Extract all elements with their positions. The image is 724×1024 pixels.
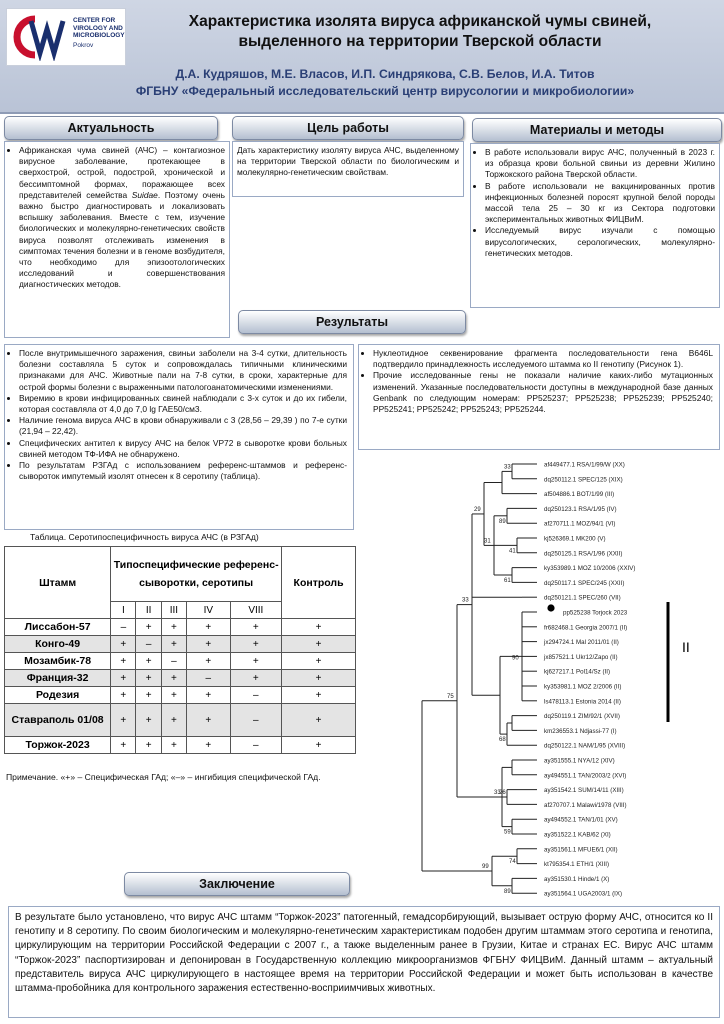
- results-left-box: [4, 344, 354, 530]
- relevance-text: • Африканская чума свиней (АЧС) – контагиозное вирусное заболевание, протекающее в сверхострой, острой, подострой, хронической и бессимптомной формах, поражающее всех представителей семейства Suidae. Поэтому очень важно быстро диагностировать и локализовать вспышку заболевания. Вместе с тем, изучение биологических и молекулярно-генетических свойств вируса позволят отслеживать изменения в симптомах течения болезни и в геноме возбудителя, что необходимо для эпизоотологических исследований и совершенствования диагностических методов.: [19, 145, 225, 291]
- tree-leaf-label: ay351561.1 MFUE6/1 (XII): [544, 846, 618, 854]
- table-row: [5, 704, 356, 737]
- methods-item: • В работе использовали не вакцинированных против инфекционных болезней поросят крупной белой породы массой тела 25 – 30 кг из Сектора подготовки экспериментальных животных ФИЦВиМ.: [485, 181, 715, 226]
- table-cell: +: [230, 636, 282, 653]
- serotype-col-header: VIII: [230, 602, 282, 619]
- tree-leaf-label: dq250117.1 SPEC/245 (XXII): [544, 579, 625, 587]
- phylogenetic-tree: [362, 452, 722, 898]
- table-cell: +: [111, 704, 136, 737]
- strain-name: Родезия: [5, 687, 111, 704]
- authors-block: [60, 66, 710, 100]
- title-line-1: Характеристика изолята вируса африканской чумы свиней,: [188, 13, 652, 30]
- table-cell: +: [136, 704, 161, 737]
- poster-title: [140, 12, 700, 52]
- tree-leaf-label: ay494551.1 TAN/2003/2 (XVI): [544, 772, 627, 780]
- bootstrap-value: 61: [504, 578, 511, 584]
- table-cell: +: [161, 636, 186, 653]
- table-cell: –: [111, 619, 136, 636]
- serotype-col-header: II: [136, 602, 161, 619]
- tree-leaf-label: pp525238 Torjock 2023: [563, 609, 628, 617]
- table-row: [5, 636, 356, 653]
- table-cell: +: [111, 670, 136, 687]
- serotype-col-header: I: [111, 602, 136, 619]
- tree-branches: [422, 464, 537, 893]
- conclusion-box: [8, 906, 720, 1018]
- table-cell: –: [230, 687, 282, 704]
- table-cell: +: [187, 737, 230, 754]
- logo-text: [73, 17, 125, 49]
- genotype-ii-label: II: [682, 639, 690, 655]
- results-item: • Специфических антител к вирусу АЧС на белок VP72 в сыворотке крови больных свиней методом ТФ-ИФА не обнаружено.: [19, 438, 347, 460]
- table-cell: +: [187, 653, 230, 670]
- tree-leaf-label: dq250119.1 ZIM/92/1 (XVII): [544, 713, 620, 721]
- table-cell: –: [187, 670, 230, 687]
- methods-item: • В работе использовали вирус АЧС, полученный в 2023 г. из образца крови больной свиньи из деревни Жилино Торжокского района Тверской области.: [485, 147, 715, 181]
- tree-leaf-label: ay351555.1 NYA/12 (XIV): [544, 757, 615, 765]
- tree-leaf-label: kj526369.1 MK200 (V): [544, 535, 606, 543]
- tree-leaf-label: ls478113.1 Estonia 2014 (II): [544, 698, 621, 706]
- table-cell: +: [161, 670, 186, 687]
- table-cell: –: [161, 653, 186, 670]
- table-cell: +: [282, 670, 356, 687]
- results-item: • Наличие генома вируса АЧС в крови обнаруживали с 3 (28,56 – 29,39 ) по 7-е сутки (21,94 – 22,42).: [19, 415, 347, 437]
- tree-leaf-label: dq250122.1 NAM/1/95 (XVIII): [544, 742, 626, 750]
- tree-leaf-label: jx294724.1 Mal 2011/01 (II): [544, 639, 619, 647]
- bootstrap-value: 33: [462, 597, 469, 604]
- tree-leaf-labels: [543, 462, 636, 898]
- table-cell: +: [136, 670, 161, 687]
- table-cell: +: [136, 737, 161, 754]
- relevance-box: [4, 141, 230, 338]
- tree-leaf-label: ky353981.1 MOZ 2/2006 (II): [544, 683, 622, 691]
- bootstrap-value: 41: [509, 548, 516, 555]
- bootstrap-value: 68: [499, 737, 506, 744]
- tree-leaf-label: af449477.1 RSA/1/99/W (XX): [544, 461, 625, 469]
- logo-mark: [9, 11, 71, 61]
- tree-leaf-label: dq250125.1 RSA/1/96 (XXII): [544, 550, 623, 558]
- tree-leaf-label: ky353989.1 MOZ 10/2006 (XXIV): [544, 565, 636, 573]
- table-row: [5, 670, 356, 687]
- table-cell: +: [282, 653, 356, 670]
- poster-header: [0, 0, 724, 114]
- goal-text: Дать характеристику изоляту вируса АЧС, выделенному на территории Тверской области по биологическим и молекулярно-генетическим свойствам.: [237, 145, 459, 178]
- bootstrap-value: 26: [499, 790, 506, 796]
- bootstrap-value: 33: [494, 790, 501, 796]
- bootstrap-value: 99: [482, 864, 489, 870]
- table-cell: +: [187, 687, 230, 704]
- strain-name: Франция-32: [5, 670, 111, 687]
- serotype-col-header: III: [161, 602, 186, 619]
- tree-leaf-label: ay351522.1 KAB/62 (XI): [544, 831, 611, 839]
- table-cell: +: [136, 687, 161, 704]
- strain-name: Мозамбик-78: [5, 653, 111, 670]
- serotype-col-header: IV: [187, 602, 230, 619]
- table-cell: +: [111, 737, 136, 754]
- table-header-group: Типоспецифические референс-сыворотки, серотипы: [111, 547, 282, 602]
- results-item: • Нуклеотидное секвенирование фрагмента последовательности гена B646L подтвердило принадлежность исследуемого штамма ко II генотипу (Рисунок 1).: [373, 348, 713, 370]
- table-cell: +: [230, 670, 282, 687]
- table-cell: –: [230, 737, 282, 754]
- goal-box: [232, 141, 464, 197]
- bootstrap-value: 33: [504, 464, 511, 471]
- strain-name: Лиссабон-57: [5, 619, 111, 636]
- table-cell: +: [282, 636, 356, 653]
- table-row: [5, 619, 356, 636]
- table-cell: +: [230, 653, 282, 670]
- serotype-table: [4, 546, 356, 754]
- logo-city: Pokrov: [73, 41, 94, 49]
- table-cell: +: [282, 619, 356, 636]
- tree-leaf-label: kt795354.1 ETH/1 (XIII): [544, 861, 609, 869]
- tree-leaf-label: ay494552.1 TAN/1/01 (XV): [544, 816, 618, 824]
- tree-leaf-label: dq250112.1 SPEC/125 (XIX): [544, 476, 623, 484]
- methods-box: [470, 143, 720, 308]
- authors-names: Д.А. Кудряшов, М.Е. Власов, И.П. Синдрякова, С.В. Белов, И.А. Титов: [175, 67, 595, 81]
- results-right-box: [358, 344, 720, 450]
- tree-leaf-label: dq250121.1 SPEC/260 (VII): [544, 594, 621, 602]
- table-note: Примечание. «+» – Специфическая ГАд; «–» – ингибиция специфической ГАд.: [6, 772, 321, 782]
- conclusion-text: В результате было установлено, что вирус АЧС штамм “Торжок-2023” патогенный, гемадсорбирующий, вызывает острую форму АЧС, относится ко II генотипу и 8 серотипу. По своим биологическим и молекулярно-генетическим характеристикам подобен другим штаммам этого серотипа и генотипа, циркулирующим на территории Российской Федерации с 2007 г., а также выделенным ранее в Грузии, Китае и странах ЕС. Вирус АЧС штамм “Торжок-2023” паспортизирован и депонирован в Государственную коллекцию микроорганизмов ФГБНУ ФИЦВиМ. Данный штамм – актуальный представитель вируса АЧС циркулирующего в настоящее время на территории Российской Федерации и может быть использован в качестве штамма-пробойника для контрольного заражения естественно-восприимчивых животных.: [15, 912, 713, 995]
- institution-name: ФГБНУ «Федеральный исследовательский центр вирусологии и микробиологии»: [135, 84, 635, 98]
- bootstrap-value: 89: [504, 888, 511, 895]
- strain-name: Торжок-2023: [5, 737, 111, 754]
- bootstrap-value: 59: [504, 829, 511, 836]
- results-item: • После внутримышечного заражения, свиньи заболели на 3-4 сутки, длительность болезни составляла 5 суток и сопровождалась типичными клиническими признаками для АЧС. Животные пали на 7-8 сутки, в сроки, характерные для острой формы болезни с выраженными патологоанатомическими изменениями.: [19, 348, 347, 393]
- title-line-2: выделенного на территории Тверской области: [238, 33, 602, 50]
- tree-leaf-label: af270711.1 MOZ/94/1 (VI): [544, 520, 616, 528]
- taxon-name: Suidae: [131, 189, 158, 200]
- results-item: • Виремию в крови инфицированных свиней наблюдали с 3-х суток и до их гибели, которая составляла от 4,0 до 7,0 lg ГАЕ50/см3.: [19, 393, 347, 415]
- table-cell: +: [161, 687, 186, 704]
- table-cell: –: [230, 704, 282, 737]
- bootstrap-value: 89: [499, 518, 506, 525]
- table-cell: +: [161, 737, 186, 754]
- table-header-strain: Штамм: [5, 547, 111, 619]
- table-header-control: Контроль: [282, 547, 356, 619]
- tree-leaf-label: jx857521.1 Ukr12/Zapo (II): [544, 653, 618, 661]
- table-cell: +: [161, 704, 186, 737]
- table-cell: +: [111, 653, 136, 670]
- tree-leaf-label: dq250123.1 RSA/1/95 (IV): [544, 505, 617, 513]
- table-cell: +: [111, 636, 136, 653]
- table-cell: +: [161, 619, 186, 636]
- bootstrap-value: 74: [509, 859, 516, 866]
- logo-org-text: CENTER FOR VIROLOGY AND MICROBIOLOGY: [73, 17, 125, 39]
- table-cell: +: [136, 619, 161, 636]
- table-cell: +: [187, 619, 230, 636]
- tree-leaf-label: af270707.1 Malawi/1978 (VIII): [544, 801, 627, 809]
- tree-leaf-label: fr682468.1 Georgia 2007/1 (II): [544, 624, 628, 632]
- bootstrap-value: 29: [474, 506, 481, 513]
- goal-heading: Цель работы: [232, 116, 464, 140]
- results-item: • Прочие исследованные гены не показали наличие каких-либо мутационных изменений. Указанные последовательности доступны в международной базе данных Genbank по следующим номерам: PP525237; PP525238; PP525239; PP525240; PP525241; PP525242; PP525243; PP525244.: [373, 370, 713, 415]
- tree-leaf-label: ay351530.1 Hinde/1 (X): [544, 875, 610, 883]
- table-cell: +: [282, 704, 356, 737]
- bootstrap-value: 90: [512, 655, 519, 662]
- table-cell: +: [187, 636, 230, 653]
- table-cell: +: [187, 704, 230, 737]
- table-row: [5, 653, 356, 670]
- tree-leaf-label: ay351542.1 SUM/14/11 (XIII): [544, 787, 624, 795]
- table-cell: +: [111, 687, 136, 704]
- tree-leaf-label: af504886.1 BOT/1/99 (III): [544, 491, 615, 499]
- tree-leaf-label: km236553.1 Ndjassi-77 (I): [544, 727, 617, 735]
- table-cell: +: [282, 737, 356, 754]
- bootstrap-value: 31: [484, 538, 491, 545]
- conclusion-heading: Заключение: [124, 872, 350, 896]
- results-item: • По результатам РЗГАд с использованием референс-штаммов и референс-сывороток импутемый изолят отнесен к 8 серотипу (таблица).: [19, 460, 347, 482]
- tree-leaf-label: kj627217.1 Pol14/Sz (II): [544, 668, 611, 676]
- bootstrap-value: 75: [447, 693, 454, 700]
- table-cell: +: [136, 653, 161, 670]
- table-cell: +: [230, 619, 282, 636]
- results-heading: Результаты: [238, 310, 466, 334]
- strain-name: Ставраполь 01/08: [5, 704, 111, 737]
- table-cell: +: [282, 687, 356, 704]
- strain-name: Конго-49: [5, 636, 111, 653]
- tree-leaf-label: ay351564.1 UGA2003/1 (IX): [544, 890, 623, 898]
- cvm-logo: [6, 8, 126, 66]
- methods-heading: Материалы и методы: [472, 118, 722, 142]
- tree-bootstrap-values: [447, 464, 519, 894]
- study-strain-marker-dot: [547, 604, 554, 611]
- table-cell: –: [136, 636, 161, 653]
- table-row: [5, 687, 356, 704]
- table-caption: Таблица. Серотипоспецифичность вируса АЧС (в РЗГАд): [30, 532, 259, 542]
- relevance-heading: Актуальность: [4, 116, 218, 140]
- methods-item: • Исследуемый вирус изучали с помощью вирусологических, серологических, молекулярно-генетических методов.: [485, 225, 715, 259]
- table-row: [5, 737, 356, 754]
